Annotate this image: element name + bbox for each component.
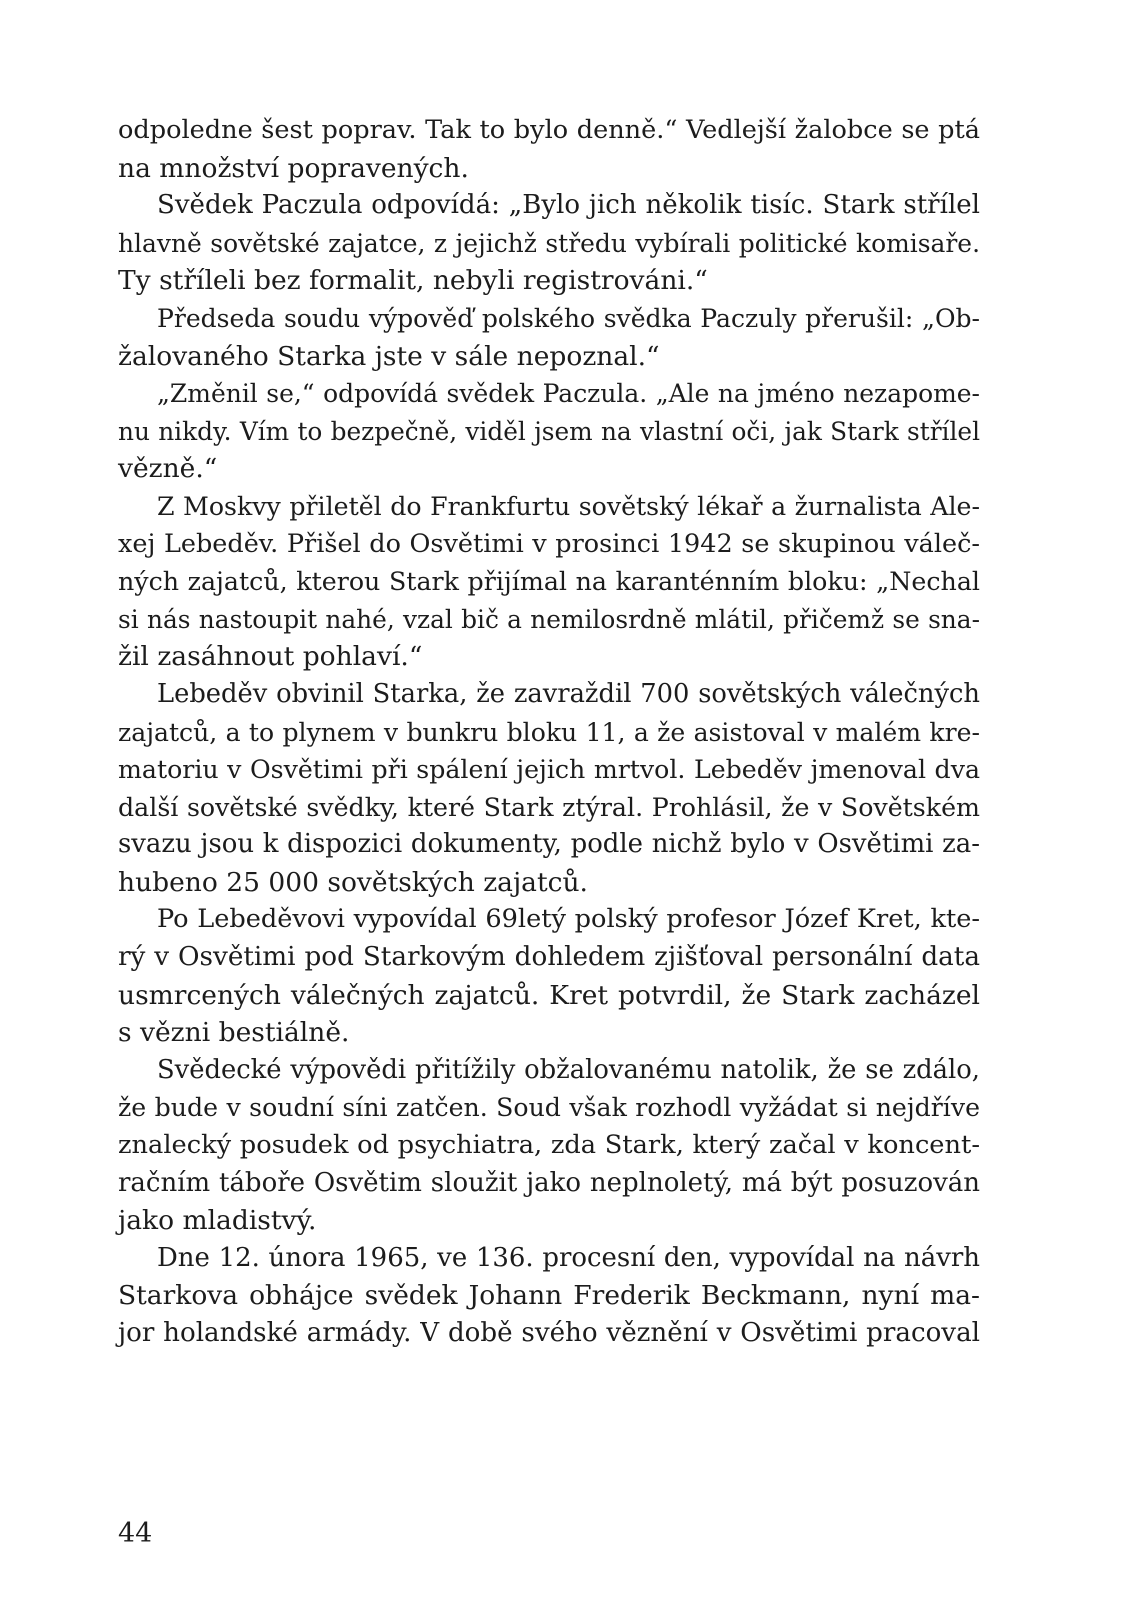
text-line: svazu jsou k dispozici dokumenty, podle nichž bylo v Osvětimi za- xyxy=(118,829,980,860)
text-line: Předseda soudu výpověď polského svědka Paczuly přerušil: „Ob- xyxy=(157,303,980,333)
text-line: že bude v soudní síni zatčen. Soud však rozhodl vyžádat si nejdříve xyxy=(118,1093,980,1123)
text-line: s vězni bestiálně. xyxy=(118,1017,350,1049)
text-line: Dne 12. února 1965, ve 136. procesní den, vypovídal na návrh xyxy=(157,1242,980,1273)
text-line: odpoledne šest poprav. Tak to bylo denně.“ Vedlejší žalobce se ptá xyxy=(118,115,980,145)
text-line: nu nikdy. Vím to bezpečně, viděl jsem na vlastní oči, jak Stark střílel xyxy=(118,416,980,446)
page-number: 44 xyxy=(118,1518,153,1549)
text-line: Svědecké výpovědi přitížily obžalovanému natolik, že se zdálo, xyxy=(157,1054,980,1085)
paragraph xyxy=(118,1052,980,1240)
paragraph xyxy=(118,375,980,488)
text-line: znalecký posudek od psychiatra, zda Stark, který začal v koncent- xyxy=(118,1130,980,1161)
body-text xyxy=(118,112,980,1353)
text-line: žil zasáhnout pohlaví.“ xyxy=(118,641,423,673)
text-line: „Změnil se,“ odpovídá svědek Paczula. „Ale na jméno nezapome- xyxy=(157,379,980,409)
text-line: usmrcených válečných zajatců. Kret potvrdil, že Stark zacházel xyxy=(118,979,980,1011)
paragraph xyxy=(118,112,980,187)
paragraph xyxy=(118,300,980,375)
text-line: Ty stříleli bez formalit, nebyli registrováni.“ xyxy=(118,265,708,297)
text-line: další sovětské svědky, které Stark ztýral. Prohlásil, že v Sovětském xyxy=(118,792,980,822)
text-line: žalovaného Starka jste v sále nepoznal.“ xyxy=(118,340,660,372)
paragraph xyxy=(118,187,980,300)
text-line: Starkova obhájce svědek Johann Frederik Beckmann, nyní ma- xyxy=(118,1280,980,1312)
text-line: rý v Osvětimi pod Starkovým dohledem zjišťoval personální data xyxy=(118,942,980,973)
text-line: Po Lebeděvovi vypovídal 69letý polský profesor Józef Kret, kte- xyxy=(157,904,980,935)
paragraph xyxy=(118,488,980,676)
paragraph xyxy=(118,676,980,902)
text-line: jako mladistvý. xyxy=(118,1205,317,1237)
text-line: Svědek Paczula odpovídá: „Bylo jich několik tisíc. Stark střílel xyxy=(157,190,980,221)
text-line: Lebeděv obvinil Starka, že zavraždil 700 sovětských válečných xyxy=(157,678,980,709)
text-line: račním táboře Osvětim sloužit jako neplnoletý, má být posuzován xyxy=(118,1167,980,1198)
text-line: Z Moskvy přiletěl do Frankfurtu sovětský lékař a žurnalista Ale- xyxy=(157,491,980,521)
text-line: na množství popravených. xyxy=(118,152,469,184)
text-line: si nás nastoupit nahé, vzal bič a nemilosrdně mlátil, přičemž se sna- xyxy=(118,604,980,634)
text-line: xej Lebeděv. Přišel do Osvětimi v prosinci 1942 se skupinou váleč- xyxy=(118,528,980,559)
text-line: hlavně sovětské zajatce, z jejichž středu vybírali politické komisaře. xyxy=(118,228,980,258)
text-line: vězně.“ xyxy=(118,453,218,485)
text-line: jor holandské armády. V době svého věznění v Osvětimi pracoval xyxy=(118,1318,980,1348)
text-line: hubeno 25 000 sovětských zajatců. xyxy=(118,866,588,898)
paragraph xyxy=(118,901,980,1051)
paragraph xyxy=(118,1240,980,1353)
text-line: matoriu v Osvětimi při spálení jejich mrtvol. Lebeděv jmenoval dva xyxy=(118,755,980,785)
text-line: ných zajatců, kterou Stark přijímal na karanténním bloku: „Nechal xyxy=(118,567,980,597)
text-line: zajatců, a to plynem v bunkru bloku 11, a že asistoval v malém kre- xyxy=(118,717,980,747)
